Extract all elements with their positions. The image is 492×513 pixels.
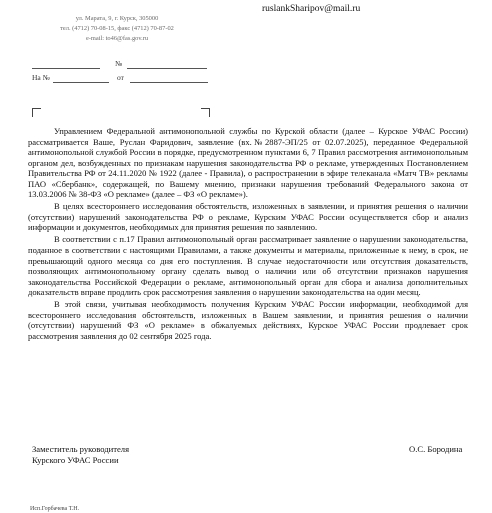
body-paragraph: В соответствии с п.17 Правил антимонопольный орган рассматривает заявление о нарушении законодательства, поданное в соответствии с настоящими Правилами, а также документы и материалы, приложенные к нему, в срок, не превышающий одного месяца со дня его поступления. В случае недостаточности или отсутствия доказательств, позволяющих антимонопольному органу сделать вывод о наличии или об отсутствии признаков нарушения законодательства Российской Федерации о рекламе, антимонопольный орган для сбора и анализа дополнительных доказательств вправе продлить срок рассмотрения заявления о нарушении законодательства на один месяц. bbox=[28, 234, 468, 298]
executor-note: Исп.Горбачева Т.Н. bbox=[30, 506, 80, 512]
signatory-position-line1: Заместитель руководителя bbox=[32, 444, 130, 454]
reference-number-label: На № bbox=[32, 73, 50, 82]
signatory-position bbox=[32, 444, 129, 466]
recipient-email: ruslankSharipov@mail.ru bbox=[262, 4, 361, 14]
outgoing-number-sign: № bbox=[115, 59, 123, 68]
outgoing-number-line bbox=[127, 68, 207, 69]
subject-corner-left bbox=[32, 108, 41, 117]
signatory-position-line2: Курского УФАС России bbox=[32, 455, 119, 465]
signatory-name: О.С. Бородина bbox=[409, 444, 463, 454]
subject-corner-right bbox=[201, 108, 210, 117]
body-paragraph: В этой связи, учитывая необходимость получения Курским УФАС России информации, необходимой для всестороннего исследования обстоятельств, изложенных в Вашем заявлении, и принятия решения о наличии (отсутствии) нарушений ФЗ «О рекламе» в обжалуемых действиях, Курское УФАС России продлевает срок рассмотрения заявления до 02 сентября 2025 года. bbox=[28, 299, 468, 341]
sender-block bbox=[42, 14, 192, 44]
reference-date-label: от bbox=[117, 73, 124, 82]
body-paragraph: В целях всестороннего исследования обстоятельств, изложенных в заявлении, и принятия решения о наличии (отсутствии) нарушений законодательства РФ о рекламе, Курским УФАС России осуществляется сбор и анализ информации и документов, необходимых для принятия решения по заявлению. bbox=[28, 201, 468, 233]
letter-body bbox=[28, 126, 468, 343]
sender-address: ул. Марата, 9, г. Курск, 305000 bbox=[75, 15, 159, 22]
reference-date-line bbox=[130, 82, 208, 83]
outgoing-date-line bbox=[32, 68, 100, 69]
body-paragraph: Управлением Федеральной антимонопольной службы по Курской области (далее – Курское УФАС России) рассматривается Ваше, Руслан Фаридович, заявление (вх.№2887-ЭП/25 от 02.07.2025), переданное Федеральной антимонопольной службой России в порядке, предусмотренном пунктами 6, 7 Правил рассмотрения антимонопольным органом дел, возбужденных по признакам нарушения законодательства РФ о рекламе, утвержденных Постановлением Правительства РФ от 24.11.2020 № 1922 (далее - Правила), о распространении в эфире телеканала «Матч ТВ» рекламы ПАО «Сбербанк», содержащей, по Вашему мнению, признаки нарушения требований Федерального закона от 13.03.2006 № 38-ФЗ «О рекламе» (далее – ФЗ «О рекламе»). bbox=[28, 126, 468, 200]
sender-email: e-mail: to46@fas.gov.ru bbox=[85, 35, 149, 42]
sender-phone: тел. (4712) 70-08-15, факс (4712) 70-87-02 bbox=[60, 25, 174, 32]
reference-number-line bbox=[53, 82, 109, 83]
